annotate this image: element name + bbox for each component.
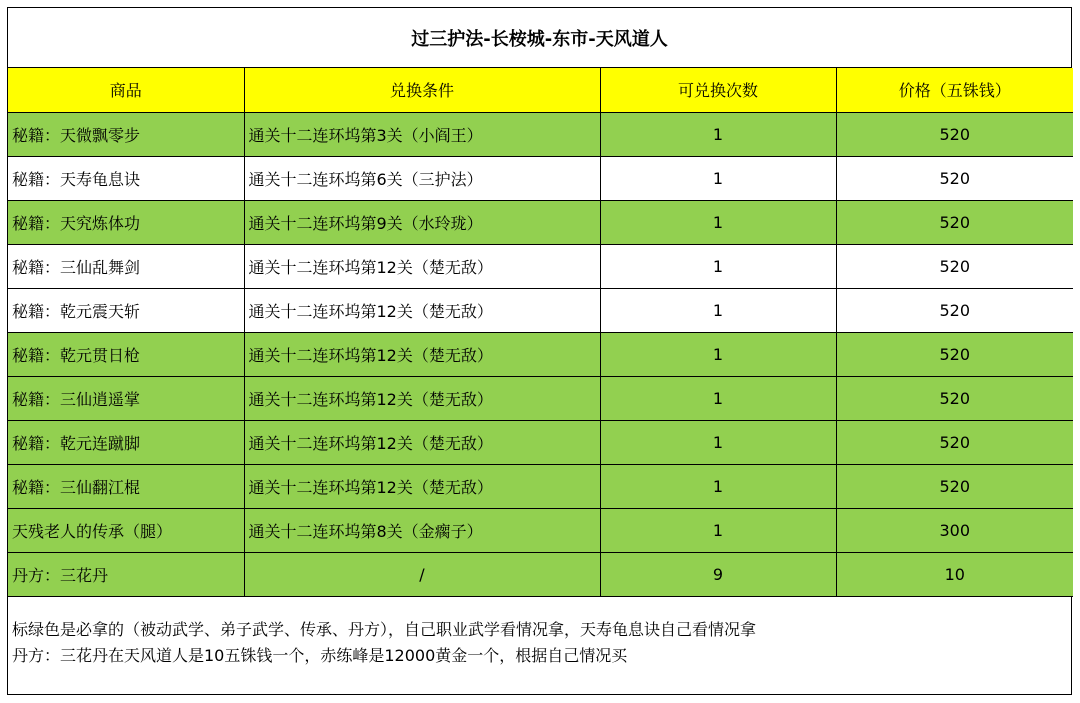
header-count: 可兑换次数: [600, 68, 836, 112]
cell-item: 秘籍：三仙逍遥掌: [8, 376, 244, 420]
cell-condition: 通关十二连环坞第3关（小阎王）: [244, 112, 600, 156]
table-row: [8, 420, 1073, 464]
table-row: [8, 464, 1073, 508]
cell-item: 秘籍：天究炼体功: [8, 200, 244, 244]
table-row: [8, 112, 1073, 156]
cell-count: 1: [600, 288, 836, 332]
cell-condition: 通关十二连环坞第12关（楚无敌）: [244, 464, 600, 508]
cell-item: 丹方：三花丹: [8, 552, 244, 596]
cell-price: 520: [836, 376, 1073, 420]
cell-item: 秘籍：乾元贯日枪: [8, 332, 244, 376]
cell-price: 10: [836, 552, 1073, 596]
cell-count: 1: [600, 464, 836, 508]
cell-condition: 通关十二连环坞第12关（楚无敌）: [244, 332, 600, 376]
cell-price: 520: [836, 112, 1073, 156]
cell-condition: 通关十二连环坞第12关（楚无敌）: [244, 420, 600, 464]
cell-condition: 通关十二连环坞第6关（三护法）: [244, 156, 600, 200]
cell-item: 秘籍：天寿龟息诀: [8, 156, 244, 200]
cell-condition: 通关十二连环坞第9关（水玲珑）: [244, 200, 600, 244]
note-line: 丹方：三花丹在天风道人是10五铢钱一个，赤练峰是12000黄金一个，根据自己情况买: [12, 645, 628, 665]
cell-count: 1: [600, 508, 836, 552]
header-item: 商品: [8, 68, 244, 112]
cell-condition: 通关十二连环坞第8关（金瘸子）: [244, 508, 600, 552]
table-row: [8, 156, 1073, 200]
cell-condition: 通关十二连环坞第12关（楚无敌）: [244, 288, 600, 332]
cell-count: 1: [600, 156, 836, 200]
cell-count: 1: [600, 332, 836, 376]
cell-item: 秘籍：乾元震天斩: [8, 288, 244, 332]
table-row: [8, 200, 1073, 244]
cell-count: 1: [600, 112, 836, 156]
cell-condition: 通关十二连环坞第12关（楚无敌）: [244, 244, 600, 288]
cell-condition: /: [244, 552, 600, 596]
table-row: [8, 376, 1073, 420]
cell-price: 520: [836, 288, 1073, 332]
exchange-table: [8, 68, 1073, 597]
sheet-title: 过三护法-长桉城-东市-天风道人: [8, 8, 1071, 68]
cell-price: 520: [836, 332, 1073, 376]
cell-count: 1: [600, 420, 836, 464]
table-row: [8, 288, 1073, 332]
table-row: [8, 332, 1073, 376]
cell-condition: 通关十二连环坞第12关（楚无敌）: [244, 376, 600, 420]
cell-item: 天残老人的传承（腿）: [8, 508, 244, 552]
cell-price: 520: [836, 244, 1073, 288]
cell-price: 520: [836, 464, 1073, 508]
cell-item: 秘籍：三仙乱舞剑: [8, 244, 244, 288]
table-row: [8, 508, 1073, 552]
cell-item: 秘籍：天微飘零步: [8, 112, 244, 156]
cell-price: 300: [836, 508, 1073, 552]
cell-price: 520: [836, 156, 1073, 200]
note-line: 标绿色是必拿的（被动武学、弟子武学、传承、丹方），自己职业武学看情况拿，天寿龟息诀自己看情况拿: [12, 619, 757, 639]
cell-item: 秘籍：乾元连蹴脚: [8, 420, 244, 464]
cell-item: 秘籍：三仙翻江棍: [8, 464, 244, 508]
header-row: [8, 68, 1073, 112]
cell-price: 520: [836, 420, 1073, 464]
cell-count: 1: [600, 200, 836, 244]
cell-price: 520: [836, 200, 1073, 244]
cell-count: 1: [600, 376, 836, 420]
header-price: 价格（五铢钱）: [836, 68, 1073, 112]
table-row: [8, 244, 1073, 288]
table-row: [8, 552, 1073, 596]
exchange-sheet: [7, 7, 1072, 695]
notes: [8, 597, 1071, 669]
header-condition: 兑换条件: [244, 68, 600, 112]
cell-count: 1: [600, 244, 836, 288]
cell-count: 9: [600, 552, 836, 596]
